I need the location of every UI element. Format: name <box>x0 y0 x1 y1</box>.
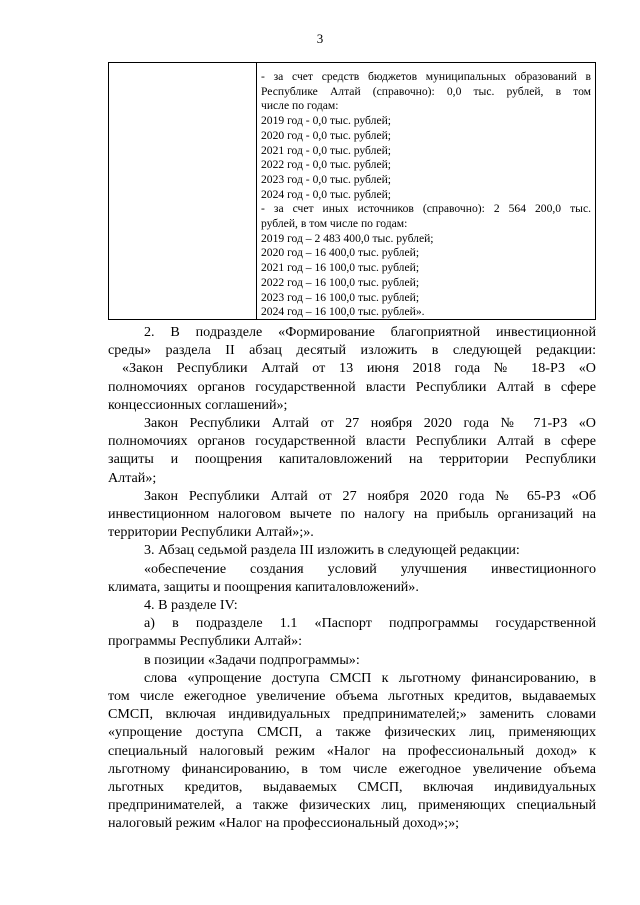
body-line: «обеспечение создания условий улучшения инвестиционного <box>144 560 596 577</box>
program-table <box>108 62 596 320</box>
body-line: полномочиях органов государственной власти Республики Алтай в сфере <box>108 378 596 395</box>
body-line: льготных кредитов, выдаваемых СМСП, включая индивидуальных <box>108 779 596 796</box>
body-line: «упрощение доступа СМСП, а также физических лиц, применяющих <box>108 724 596 741</box>
table-line: 2022 год – 16 100,0 тыс. рублей; <box>261 275 420 289</box>
body-line: инвестиционном налоговом вычете по налогу на прибыль организаций на <box>108 506 596 523</box>
body-line: среды» раздела II абзац десятый изложить в следующей редакции: <box>108 342 596 359</box>
body-line: а) в подразделе 1.1 «Паспорт подпрограммы государственной <box>144 615 596 632</box>
body-line: территории Республики Алтай»;». <box>108 524 314 541</box>
table-line: - за счет средств бюджетов муниципальных образований в <box>261 70 591 83</box>
table-line: 2021 год – 16 100,0 тыс. рублей; <box>261 261 420 275</box>
body-line: «Закон Республики Алтай от 13 июня 2018 года № 18-РЗ «О <box>122 360 596 377</box>
table-column-divider <box>256 63 257 319</box>
body-line: специальный налоговый режим «Налог на профессиональный доход» к <box>108 742 596 759</box>
table-line: 2020 год - 0,0 тыс. рублей; <box>261 128 392 142</box>
table-line: 2020 год – 16 400,0 тыс. рублей; <box>261 246 420 260</box>
body-line: программы Республики Алтай»: <box>108 633 303 650</box>
table-line: 2023 год - 0,0 тыс. рублей; <box>261 172 392 186</box>
body-line: СМСП, включая индивидуальных предпринимателей;» заменить словами <box>108 706 596 723</box>
body-line: защиты и поощрения капиталовложений на территории Республики <box>108 451 596 468</box>
table-line: рублей, в том числе по годам: <box>261 217 408 231</box>
body-line: концессионных соглашений»; <box>108 396 288 413</box>
body-line: 2. В подразделе «Формирование благоприятной инвестиционной <box>144 324 596 340</box>
table-line: 2023 год – 16 100,0 тыс. рублей; <box>261 290 420 304</box>
body-line: Алтай»; <box>108 469 157 486</box>
body-line: налоговый режим «Налог на профессиональный доход»;»; <box>108 815 460 832</box>
page-number: 3 <box>316 31 324 46</box>
body-line: Закон Республики Алтай от 27 ноября 2020 года № 65-РЗ «Об <box>144 487 596 504</box>
table-line: 2024 год – 16 100,0 тыс. рублей». <box>261 305 425 319</box>
table-cell-funding <box>261 70 591 320</box>
body-line: 4. В разделе IV: <box>144 597 238 614</box>
document-body <box>108 323 596 833</box>
table-line: 2022 год - 0,0 тыс. рублей; <box>261 158 392 172</box>
body-line: полномочиях органов государственной власти Республики Алтай в сфере <box>108 433 596 450</box>
body-line: том числе ежегодное увеличение объема льготных кредитов, выдаваемых <box>108 688 596 705</box>
body-line: в позиции «Задачи подпрограммы»: <box>144 651 360 668</box>
body-line: Закон Республики Алтай от 27 ноября 2020 года № 71-РЗ «О <box>144 415 596 432</box>
body-line: слова «упрощение доступа СМСП к льготному финансированию, в <box>144 669 596 686</box>
table-line: 2019 год – 2 483 400,0 тыс. рублей; <box>261 231 434 245</box>
body-line: 3. Абзац седьмой раздела III изложить в следующей редакции: <box>144 542 520 559</box>
body-line: предпринимателей, а также физических лиц, применяющих специальный <box>108 797 596 814</box>
table-line: числе по годам: <box>261 99 339 113</box>
table-line: 2024 год - 0,0 тыс. рублей; <box>261 187 392 201</box>
table-line: 2019 год - 0,0 тыс. рублей; <box>261 114 392 128</box>
table-line: 2021 год - 0,0 тыс. рублей; <box>261 143 392 157</box>
body-line: льготному финансированию, в том числе ежегодное увеличение объема <box>108 760 596 777</box>
table-line: Республике Алтай (справочно): 0,0 тыс. рублей, в том <box>261 84 591 98</box>
body-line: климата, защиты и поощрения капиталовложений». <box>108 578 419 595</box>
table-line: - за счет иных источников (справочно): 2 564 200,0 тыс. <box>261 202 591 216</box>
